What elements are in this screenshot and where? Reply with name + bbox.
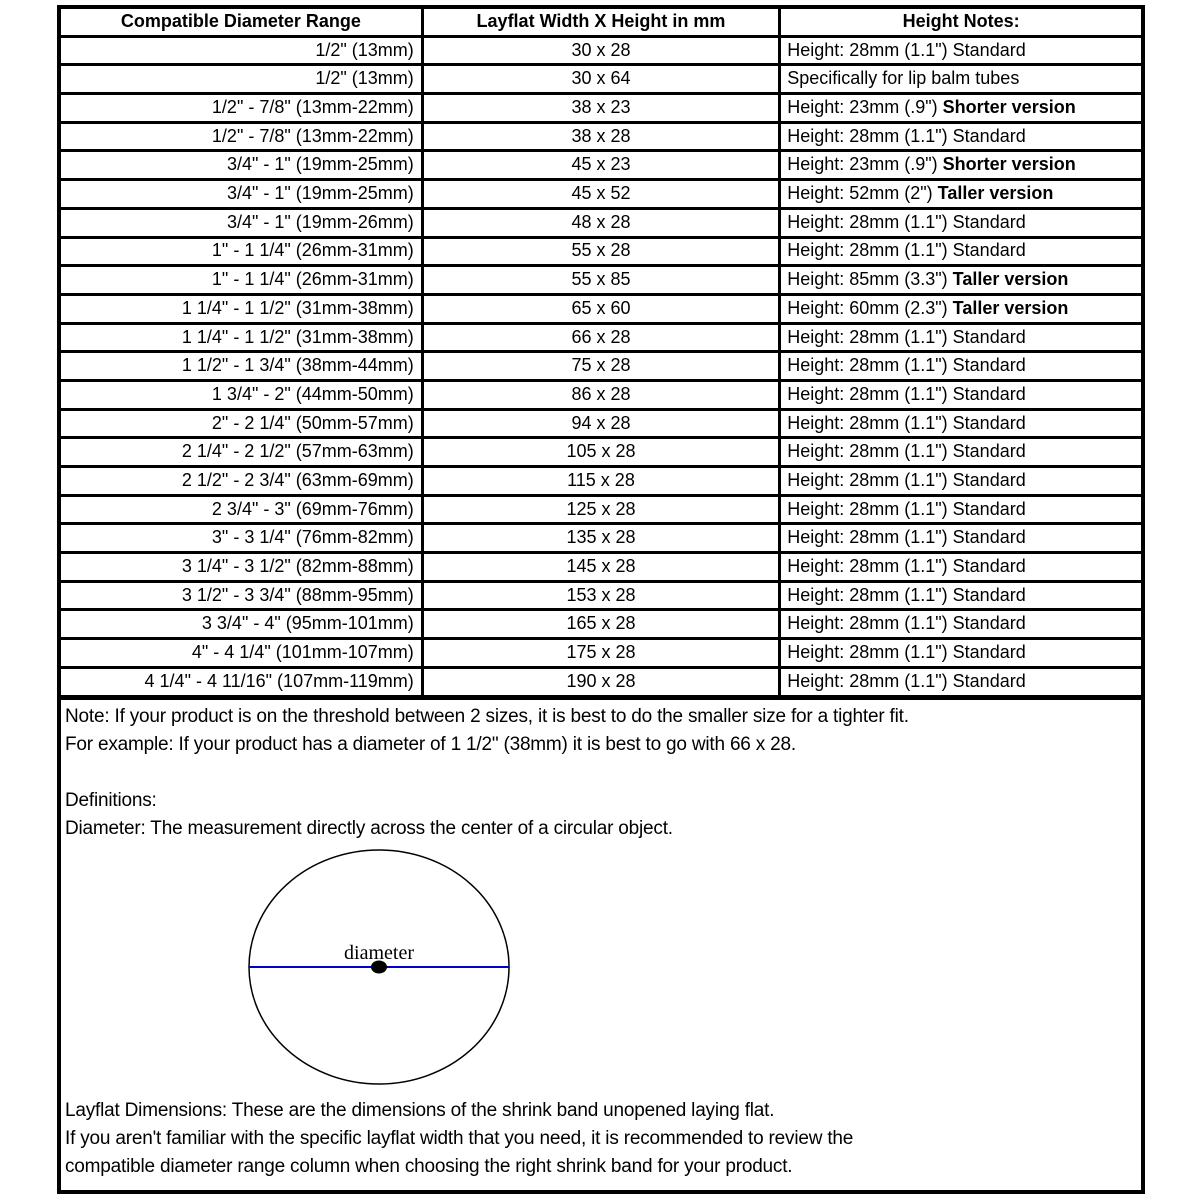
height-note-cell <box>780 94 1141 123</box>
layflat-size-cell: 30 x 28 <box>422 36 779 65</box>
table-row <box>61 409 1141 438</box>
height-note-cell <box>780 524 1141 553</box>
height-note-text: Height: 28mm (1.1") Standard <box>787 469 1026 490</box>
height-note-cell <box>780 352 1141 381</box>
height-note-text: Height: 28mm (1.1") Standard <box>787 211 1026 232</box>
height-note-cell <box>780 581 1141 610</box>
height-note-emphasis: Shorter version <box>942 154 1076 175</box>
layflat-size-cell: 30 x 64 <box>422 65 779 94</box>
height-note-text: Height: 28mm (1.1") Standard <box>787 642 1026 663</box>
diameter-range-cell: 3 3/4" - 4" (95mm-101mm) <box>61 610 422 639</box>
layflat-recommendation-line2: compatible diameter range column when choosing the right shrink band for your product. <box>65 1155 793 1177</box>
layflat-size-cell: 38 x 23 <box>422 94 779 123</box>
table-row <box>61 237 1141 266</box>
height-note-cell <box>780 122 1141 151</box>
height-note-cell <box>780 237 1141 266</box>
diameter-range-cell: 1 1/2" - 1 3/4" (38mm-44mm) <box>61 352 422 381</box>
height-note-text: Specifically for lip balm tubes <box>787 68 1020 89</box>
height-note-text: Height: 28mm (1.1") Standard <box>787 383 1026 404</box>
height-note-cell <box>780 438 1141 467</box>
table-row <box>61 208 1141 237</box>
table-row <box>61 36 1141 65</box>
example-note: For example: If your product has a diameter of 1 1/2" (38mm) it is best to go with 66 x 28. <box>65 733 796 755</box>
diameter-range-cell: 2 1/4" - 2 1/2" (57mm-63mm) <box>61 438 422 467</box>
diameter-range-cell: 1 3/4" - 2" (44mm-50mm) <box>61 380 422 409</box>
header-height-notes: Height Notes: <box>780 9 1141 36</box>
height-note-cell <box>780 180 1141 209</box>
height-note-text: Height: 28mm (1.1") Standard <box>787 125 1026 146</box>
height-note-cell <box>780 639 1141 668</box>
height-note-text: Height: 28mm (1.1") Standard <box>787 613 1026 634</box>
layflat-size-cell: 55 x 28 <box>422 237 779 266</box>
height-note-text: Height: 28mm (1.1") Standard <box>787 441 1026 462</box>
table-row <box>61 553 1141 582</box>
table-row <box>61 151 1141 180</box>
table-row <box>61 94 1141 123</box>
height-note-cell <box>780 323 1141 352</box>
size-table-body <box>61 36 1141 697</box>
table-row <box>61 352 1141 381</box>
layflat-size-cell: 135 x 28 <box>422 524 779 553</box>
layflat-size-cell: 65 x 60 <box>422 294 779 323</box>
layflat-size-cell: 55 x 85 <box>422 266 779 295</box>
height-note-cell <box>780 151 1141 180</box>
diameter-range-cell: 1 1/4" - 1 1/2" (31mm-38mm) <box>61 323 422 352</box>
diameter-range-cell: 4" - 4 1/4" (101mm-107mm) <box>61 639 422 668</box>
diameter-range-cell: 1" - 1 1/4" (26mm-31mm) <box>61 237 422 266</box>
diameter-range-cell: 1/2" (13mm) <box>61 65 422 94</box>
layflat-size-cell: 105 x 28 <box>422 438 779 467</box>
height-note-emphasis: Taller version <box>937 183 1054 204</box>
height-note-cell <box>780 266 1141 295</box>
height-note-text: Height: 28mm (1.1") Standard <box>787 355 1026 376</box>
sizing-sheet <box>57 5 1145 1194</box>
table-row <box>61 323 1141 352</box>
table-row <box>61 180 1141 209</box>
table-row <box>61 122 1141 151</box>
diameter-range-cell: 1/2" (13mm) <box>61 36 422 65</box>
diameter-range-cell: 1" - 1 1/4" (26mm-31mm) <box>61 266 422 295</box>
height-note-text: Height: 52mm (2") <box>787 183 938 204</box>
diameter-range-cell: 1/2" - 7/8" (13mm-22mm) <box>61 94 422 123</box>
height-note-cell <box>780 380 1141 409</box>
table-row <box>61 639 1141 668</box>
diameter-range-cell: 3/4" - 1" (19mm-26mm) <box>61 208 422 237</box>
height-note-cell <box>780 208 1141 237</box>
height-note-cell <box>780 495 1141 524</box>
table-header-row <box>61 9 1141 36</box>
diameter-range-cell: 3/4" - 1" (19mm-25mm) <box>61 151 422 180</box>
layflat-size-cell: 165 x 28 <box>422 610 779 639</box>
diameter-range-cell: 3 1/4" - 3 1/2" (82mm-88mm) <box>61 553 422 582</box>
height-note-text: Height: 28mm (1.1") Standard <box>787 412 1026 433</box>
layflat-size-cell: 45 x 23 <box>422 151 779 180</box>
height-note-text: Height: 28mm (1.1") Standard <box>787 498 1026 519</box>
layflat-size-cell: 86 x 28 <box>422 380 779 409</box>
height-note-text: Height: 28mm (1.1") Standard <box>787 556 1026 576</box>
layflat-size-cell: 75 x 28 <box>422 352 779 381</box>
height-note-cell <box>780 36 1141 65</box>
diameter-range-cell: 4 1/4" - 4 11/16" (107mm-119mm) <box>61 667 422 697</box>
table-row <box>61 294 1141 323</box>
layflat-size-cell: 48 x 28 <box>422 208 779 237</box>
layflat-dimensions-note: Layflat Dimensions: These are the dimensions of the shrink band unopened laying flat. <box>65 1099 775 1121</box>
definitions-heading: Definitions: <box>65 789 157 811</box>
height-note-text: Height: 23mm (.9") <box>787 97 943 117</box>
diameter-range-cell: 2" - 2 1/4" (50mm-57mm) <box>61 409 422 438</box>
diameter-range-cell: 1/2" - 7/8" (13mm-22mm) <box>61 122 422 151</box>
diameter-range-cell: 3 1/2" - 3 3/4" (88mm-95mm) <box>61 581 422 610</box>
table-row <box>61 438 1141 467</box>
layflat-size-cell: 115 x 28 <box>422 467 779 496</box>
height-note-cell <box>780 409 1141 438</box>
height-note-text: Height: 28mm (1.1") Standard <box>787 240 1026 261</box>
table-row <box>61 266 1141 295</box>
height-note-text: Height: 28mm (1.1") Standard <box>787 527 1026 548</box>
height-note-text: Height: 28mm (1.1") Standard <box>787 326 1026 347</box>
diameter-range-cell: 1 1/4" - 1 1/2" (31mm-38mm) <box>61 294 422 323</box>
layflat-size-cell: 45 x 52 <box>422 180 779 209</box>
diameter-range-cell: 3/4" - 1" (19mm-25mm) <box>61 180 422 209</box>
layflat-size-cell: 145 x 28 <box>422 553 779 582</box>
diameter-range-cell: 2 1/2" - 2 3/4" (63mm-69mm) <box>61 467 422 496</box>
table-row <box>61 65 1141 94</box>
height-note-cell <box>780 467 1141 496</box>
table-row <box>61 495 1141 524</box>
diameter-diagram <box>246 845 512 1085</box>
table-row <box>61 380 1141 409</box>
height-note-emphasis: Taller version <box>952 269 1069 290</box>
layflat-size-cell: 125 x 28 <box>422 495 779 524</box>
height-note-cell <box>780 65 1141 94</box>
layflat-size-cell: 94 x 28 <box>422 409 779 438</box>
threshold-note: Note: If your product is on the threshold between 2 sizes, it is best to do the smaller size for a tighter fit. <box>65 705 909 727</box>
layflat-size-cell: 66 x 28 <box>422 323 779 352</box>
size-table <box>61 9 1141 700</box>
height-note-text: Height: 28mm (1.1") Standard <box>787 584 1026 605</box>
height-note-text: Height: 28mm (1.1") Standard <box>787 39 1026 60</box>
notes-section <box>61 700 1141 1183</box>
height-note-cell <box>780 294 1141 323</box>
height-note-emphasis: Taller version <box>952 297 1069 318</box>
diameter-label: diameter <box>344 941 414 964</box>
table-row <box>61 667 1141 697</box>
height-note-text: Height: 28mm (1.1") Standard <box>787 670 1026 691</box>
layflat-recommendation-line1: If you aren't familiar with the specific layflat width that you need, it is recommended to review the <box>65 1127 854 1149</box>
diameter-definition: Diameter: The measurement directly across the center of a circular object. <box>65 817 673 839</box>
diameter-range-cell: 3" - 3 1/4" (76mm-82mm) <box>61 524 422 553</box>
layflat-size-cell: 38 x 28 <box>422 122 779 151</box>
table-row <box>61 467 1141 496</box>
height-note-text: Height: 60mm (2.3") <box>787 297 953 318</box>
layflat-size-cell: 190 x 28 <box>422 667 779 697</box>
layflat-size-cell: 175 x 28 <box>422 639 779 668</box>
height-note-text: Height: 23mm (.9") <box>787 154 943 175</box>
diameter-range-cell: 2 3/4" - 3" (69mm-76mm) <box>61 495 422 524</box>
header-layflat-width-height: Layflat Width X Height in mm <box>422 9 779 36</box>
layflat-size-cell: 153 x 28 <box>422 581 779 610</box>
height-note-cell <box>780 610 1141 639</box>
height-note-cell <box>780 667 1141 697</box>
height-note-text: Height: 85mm (3.3") <box>787 269 953 290</box>
table-row <box>61 524 1141 553</box>
table-row <box>61 581 1141 610</box>
height-note-emphasis: Shorter version <box>942 97 1076 117</box>
height-note-cell <box>780 553 1141 582</box>
header-compatible-diameter-range: Compatible Diameter Range <box>61 9 422 36</box>
table-row <box>61 610 1141 639</box>
